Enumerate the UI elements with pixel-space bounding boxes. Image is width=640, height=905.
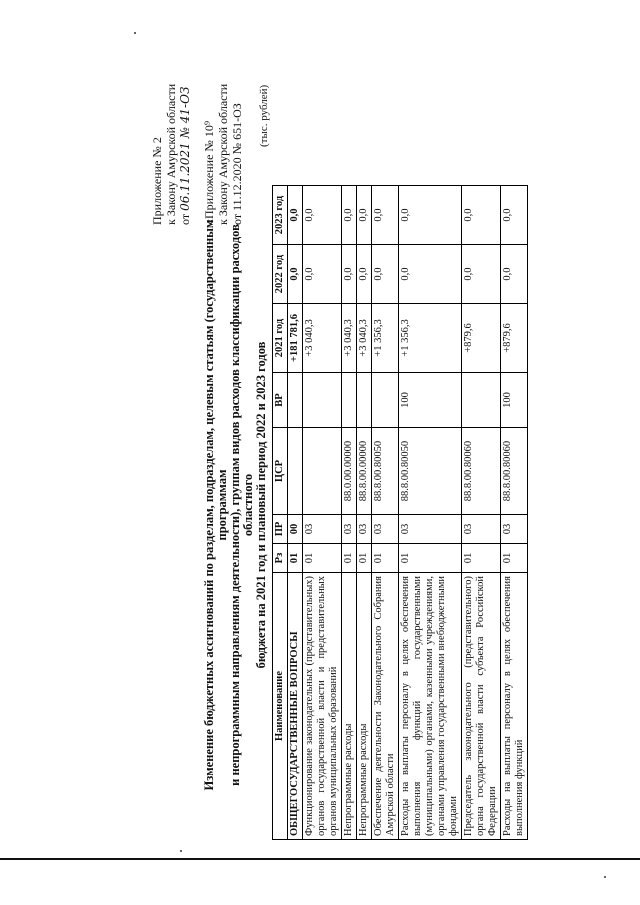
cell-name: Председатель законодательного (представительного) органа государственной власти субъекта Российской Федерации (462, 573, 501, 840)
cell-2022: 0,0 (303, 245, 342, 304)
cell-2022: 0,0 (501, 245, 528, 304)
cell-2023: 0,0 (399, 186, 462, 245)
cell-2023: 0,0 (303, 186, 342, 245)
title-line-2: и непрограммным направлениям деятельности), группам видов расходов классификации расходов областного (228, 224, 255, 786)
cell-2023: 0,0 (462, 186, 501, 245)
cell-vr (288, 373, 303, 428)
cell-rz: 01 (399, 544, 462, 573)
cell-2023: 0,0 (288, 186, 303, 245)
cell-vr: 100 (399, 373, 462, 428)
cell-pr: 03 (462, 515, 501, 544)
cell-name: Расходы на выплаты персоналу в целях обеспечения выполнения функций (501, 573, 528, 840)
cell-pr: 03 (357, 515, 372, 544)
cell-2021: +879,6 (462, 304, 501, 373)
cell-vr: 100 (501, 373, 528, 428)
appendix-line-4: «Приложение № 10⁹ (202, 120, 216, 225)
appendix-line-6: от 11.12.2020 № 651-ОЗ (230, 103, 244, 225)
cell-vr (342, 373, 357, 428)
cell-2023: 0,0 (372, 186, 399, 245)
budget-table (272, 185, 528, 840)
cell-2022: 0,0 (462, 245, 501, 304)
header-2023: 2023 год (273, 186, 288, 245)
cell-vr (303, 373, 342, 428)
cell-2021: +3 040,3 (357, 304, 372, 373)
appendix-line-2: к Закону Амурской области (164, 83, 178, 225)
cell-name: Расходы на выплаты персоналу в целях обеспечения выполнения функций государственными (муниципальными) органами, казенными учреждениями, органами управления государственными внебюджетными фондами (399, 573, 462, 840)
cell-csr: 88.8.00.00000 (357, 428, 372, 515)
cell-2023: 0,0 (342, 186, 357, 245)
cell-pr: 03 (303, 515, 342, 544)
table-row (399, 186, 462, 840)
cell-csr: 88.8.00.80060 (462, 428, 501, 515)
cell-2022: 0,0 (372, 245, 399, 304)
cell-pr: 03 (342, 515, 357, 544)
cell-vr (357, 373, 372, 428)
cell-name: Обеспечение деятельности Законодательного Собрания Амурской области (372, 573, 399, 840)
cell-csr (288, 428, 303, 515)
cell-rz: 01 (462, 544, 501, 573)
header-rz: Рз (273, 544, 288, 573)
scan-edge-line (0, 858, 640, 860)
cell-vr (462, 373, 501, 428)
cell-rz: 01 (501, 544, 528, 573)
cell-name: ОБЩЕГОСУДАРСТВЕННЫЕ ВОПРОСЫ (288, 573, 303, 840)
cell-vr (372, 373, 399, 428)
cell-csr (303, 428, 342, 515)
table-row (372, 186, 399, 840)
cell-name: Непрограммные расходы (357, 573, 372, 840)
cell-2021: +1 356,3 (372, 304, 399, 373)
appendix-line-5: к Закону Амурской области (216, 83, 230, 225)
header-name: Наименование (273, 573, 288, 840)
cell-2021: +3 040,3 (303, 304, 342, 373)
cell-2022: 0,0 (399, 245, 462, 304)
header-vr: ВР (273, 373, 288, 428)
table-row (288, 186, 303, 840)
cell-pr: 00 (288, 515, 303, 544)
scan-speck (604, 876, 606, 878)
table-row (501, 186, 528, 840)
cell-csr: 88.8.00.80050 (399, 428, 462, 515)
table-body (288, 186, 528, 840)
header-pr: ПР (273, 515, 288, 544)
units-label: (тыс. рублей) (258, 84, 270, 147)
cell-rz: 01 (288, 544, 303, 573)
title-line-1: Изменение бюджетных ассигнований по разделам, подразделам, целевым статьям (государственным программам (202, 219, 229, 791)
table-row (342, 186, 357, 840)
appendix-line-3 (178, 84, 192, 225)
appendix-from-label: от (178, 213, 192, 225)
appendix-line-1: Приложение № 2 (150, 137, 164, 225)
cell-2022: 0,0 (342, 245, 357, 304)
cell-pr: 03 (399, 515, 462, 544)
cell-2022: 0,0 (288, 245, 303, 304)
scan-speck (180, 850, 182, 852)
header-2021: 2021 год (273, 304, 288, 373)
cell-csr: 88.8.00.80050 (372, 428, 399, 515)
cell-2023: 0,0 (501, 186, 528, 245)
header-2022: 2022 год (273, 245, 288, 304)
cell-rz: 01 (342, 544, 357, 573)
table-row (357, 186, 372, 840)
cell-pr: 03 (372, 515, 399, 544)
cell-2021: +1 356,3 (399, 304, 462, 373)
cell-2023: 0,0 (357, 186, 372, 245)
handwritten-date-number: 06.11.2021 № 41-ОЗ (178, 86, 192, 211)
cell-rz: 01 (357, 544, 372, 573)
cell-name: Функционирование законодательных (представительных) органов государственной власти и представительных органов муниципальных образований (303, 573, 342, 840)
scan-speck (134, 32, 136, 34)
table-header-row (273, 186, 288, 840)
cell-2021: +3 040,3 (342, 304, 357, 373)
cell-rz: 01 (372, 544, 399, 573)
cell-rz: 01 (303, 544, 342, 573)
cell-2021: +181 781,6 (288, 304, 303, 373)
table-row (462, 186, 501, 840)
cell-2021: +879,6 (501, 304, 528, 373)
header-csr: ЦСР (273, 428, 288, 515)
cell-name: Непрограммные расходы (342, 573, 357, 840)
cell-csr: 88.0.00.00000 (342, 428, 357, 515)
title-line-3: бюджета на 2021 год и плановый период 2022 и 2023 годов (254, 341, 268, 669)
cell-2022: 0,0 (357, 245, 372, 304)
cell-pr: 03 (501, 515, 528, 544)
cell-csr: 88.8.00.80060 (501, 428, 528, 515)
table-row (303, 186, 342, 840)
document-title (203, 195, 268, 815)
